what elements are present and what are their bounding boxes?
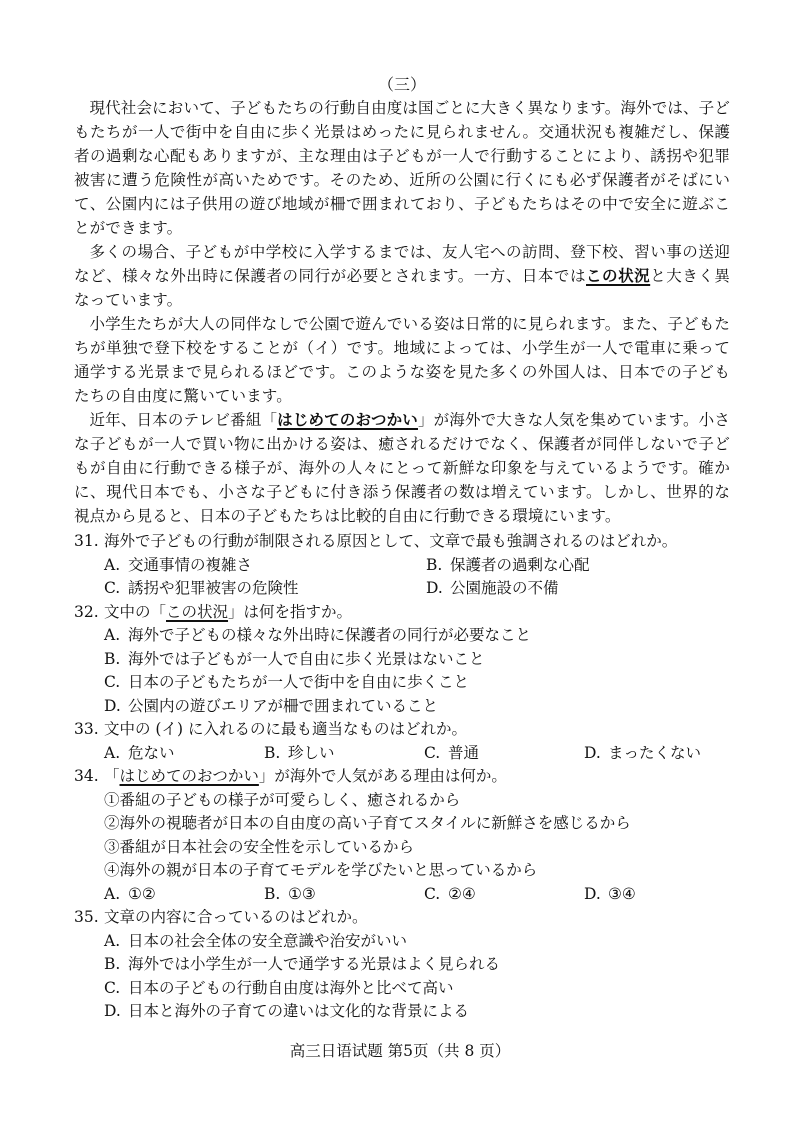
- question-text-part: 」は何を指すか。: [228, 602, 353, 621]
- passage-paragraph-4: [74, 408, 730, 528]
- option-letter: B.: [104, 649, 121, 668]
- option-letter: C.: [424, 743, 441, 762]
- option-letter: C.: [104, 673, 121, 691]
- option-a[interactable]: [104, 742, 264, 766]
- option-text: 日本と海外の子育ての違いは文化的な背景による: [128, 1002, 470, 1020]
- option-c[interactable]: [104, 671, 730, 695]
- option-letter: C.: [104, 978, 121, 997]
- question-34: [74, 765, 730, 906]
- option-d[interactable]: [584, 883, 744, 907]
- option-d[interactable]: [104, 695, 730, 719]
- passage-text: 多くの場合、子どもが中学校に入学するまでは、友人宅への訪問、登下校、習い事の送迎など、様々な外出時に保護者の同行が必要とされます。一方、日本では: [74, 243, 730, 285]
- underlined-phrase: この状況: [166, 602, 229, 621]
- question-text: 海外で子どもの行動が制限される原因として、文章で最も強調されるのはどれか。: [104, 532, 678, 550]
- option-text: 日本の子どもの行動自由度は海外と比べて高い: [128, 978, 454, 997]
- option-a[interactable]: [104, 554, 426, 578]
- question-stem: [74, 718, 730, 742]
- option-letter: A.: [104, 626, 121, 644]
- option-c[interactable]: [104, 577, 426, 601]
- option-row: [74, 883, 730, 907]
- question-stem: [74, 530, 730, 554]
- page-footer: 高三日语试题 第5页（共 8 页）: [289, 1042, 511, 1060]
- question-number: 35.: [74, 908, 99, 926]
- question-text: 文中の (イ) に入れるのに最も適当なものはどれか。: [104, 720, 467, 738]
- option-c[interactable]: [424, 883, 584, 907]
- passage-paragraph-1: 現代社会において、子どもたちの行動自由度は国ごとに大きく異なります。海外では、子どもたちが一人で街中を自由に歩く光景はめったに見られません。交通状況も複雑だし、保護者の過剰な心配もありますが、主な理由は子どもが一人で行動することにより、誘拐や犯罪被害に遭う危険性が高いためです。そのため、近所の公園に行くにも必ず保護者がそばにいて、公園内には子供用の遊び地域が柵で囲まれており、子どもたちはその中で安全に遊ぶことができます。: [74, 99, 730, 237]
- question-stem: [74, 765, 730, 789]
- option-letter: B.: [426, 555, 443, 574]
- statement-2: ②海外の視聴者が日本の自由度の高い子育てスタイルに新鮮さを感じるから: [104, 814, 631, 832]
- option-letter: B.: [264, 743, 281, 762]
- option-b[interactable]: [104, 648, 730, 672]
- reading-passage: [74, 96, 730, 528]
- option-text: 海外で子どもの様々な外出時に保護者の同行が必要なこと: [128, 626, 532, 644]
- option-letter: A.: [104, 884, 121, 903]
- option-text: 日本の子どもたちが一人で街中を自由に歩くこと: [128, 673, 470, 691]
- option-text: ②④: [448, 884, 476, 903]
- option-b[interactable]: [426, 554, 726, 578]
- option-letter: A.: [104, 743, 121, 762]
- option-list: [74, 930, 730, 1024]
- option-letter: B.: [104, 955, 121, 973]
- option-letter: A.: [104, 555, 121, 574]
- option-text: ③④: [608, 884, 636, 903]
- option-letter: A.: [104, 931, 121, 950]
- option-text: 海外では子どもが一人で自由に歩く光景はないこと: [128, 649, 485, 668]
- option-d[interactable]: [584, 742, 744, 766]
- section-title: （三）: [377, 75, 426, 94]
- option-list: [74, 624, 730, 718]
- statement-1: ①番組の子どもの様子が可愛らしく、癒されるから: [104, 790, 461, 809]
- option-letter: C.: [104, 579, 121, 597]
- option-b[interactable]: [264, 742, 424, 766]
- option-text: ①②: [128, 884, 156, 903]
- option-b[interactable]: [104, 953, 730, 977]
- question-number: 34.: [74, 767, 99, 785]
- passage-paragraph-2: [74, 240, 730, 312]
- option-text: 普通: [448, 743, 480, 762]
- statement-3: ③番組が日本社会の安全性を示しているから: [104, 837, 415, 856]
- option-text: 危ない: [128, 743, 175, 762]
- question-number: 31.: [74, 532, 99, 550]
- question-stem: [74, 601, 730, 625]
- option-text: 保護者の過剰な心配: [450, 555, 590, 574]
- option-letter: D.: [584, 743, 601, 762]
- option-d[interactable]: [104, 1000, 730, 1024]
- option-text: 海外では小学生が一人で通学する光景はよく見られる: [128, 955, 501, 973]
- option-text: 日本の社会全体の安全意識や治安がいい: [128, 931, 408, 950]
- underlined-program-title: はじめてのおつかい: [119, 767, 259, 785]
- question-text: [104, 601, 352, 625]
- passage-text: 近年、日本のテレビ番組「: [89, 411, 278, 429]
- question-31: [74, 530, 730, 601]
- question-32: [74, 601, 730, 719]
- question-text-part: 文中の「: [104, 602, 167, 621]
- question-number: 32.: [74, 602, 99, 621]
- option-letter: D.: [104, 696, 121, 715]
- option-a[interactable]: [104, 883, 264, 907]
- option-letter: D.: [104, 1002, 121, 1020]
- option-a[interactable]: [104, 624, 730, 648]
- question-text-part: 「: [104, 767, 120, 785]
- option-text: ①③: [288, 884, 316, 903]
- option-text: 交通事情の複雑さ: [128, 555, 253, 574]
- option-letter: D.: [584, 884, 601, 903]
- option-letter: D.: [426, 579, 443, 597]
- option-letter: C.: [424, 884, 441, 903]
- question-text: [104, 765, 507, 789]
- option-text: 公園施設の不備: [450, 579, 559, 597]
- option-text: 誘拐や犯罪被害の危険性: [128, 579, 299, 597]
- option-text: 公園内の遊びエリアが柵で囲まれていること: [128, 696, 439, 715]
- question-33: [74, 718, 730, 765]
- option-grid: [74, 554, 730, 601]
- option-b[interactable]: [264, 883, 424, 907]
- option-d[interactable]: [426, 577, 726, 601]
- option-a[interactable]: [104, 930, 730, 954]
- option-c[interactable]: [424, 742, 584, 766]
- option-text: まったくない: [608, 743, 702, 762]
- passage-text: と大きく異なっています。: [74, 267, 730, 309]
- question-stem: [74, 906, 730, 930]
- question-number: 33.: [74, 720, 99, 738]
- option-row: [74, 742, 730, 766]
- option-c[interactable]: [104, 977, 730, 1001]
- statement-4: ④海外の親が日本の子育てモデルを学びたいと思っているから: [104, 861, 538, 879]
- question-35: [74, 906, 730, 1024]
- question-text-part: 」が海外で人気がある理由は何か。: [258, 767, 507, 785]
- underlined-phrase: この状況: [586, 266, 651, 285]
- option-text: 珍しい: [288, 743, 335, 762]
- question-list: [74, 530, 730, 1024]
- passage-paragraph-3: 小学生たちが大人の同伴なしで公園で遊んでいる姿は日常的に見られます。また、子どもたちが単独で登下校をすることが（イ）です。地域によっては、小学生が一人で電車に乗って通学する光景まで見られるほどです。このような姿を見た多くの外国人は、日本での子どもたちの自由度に驚いています。: [74, 315, 730, 405]
- question-text: 文章の内容に合っているのはどれか。: [104, 908, 368, 926]
- underlined-program-title: はじめてのおつかい: [277, 410, 418, 429]
- option-letter: B.: [264, 884, 281, 903]
- passage-text: 」が海外で大きな人気を集めています。小さな子どもが一人で買い物に出かける姿は、癒されるだけでなく、保護者が同伴しないで子どもが自由に行動できる様子が、海外の人々にとって新鮮な印象を与えているようです。確かに、現代日本でも、小さな子どもに付き添う保護者の数は増えています。しかし、世界的な視点から見ると、日本の子どもたちは比較的自由に行動できる環境にいます。: [74, 411, 730, 525]
- statement-list: [74, 789, 730, 883]
